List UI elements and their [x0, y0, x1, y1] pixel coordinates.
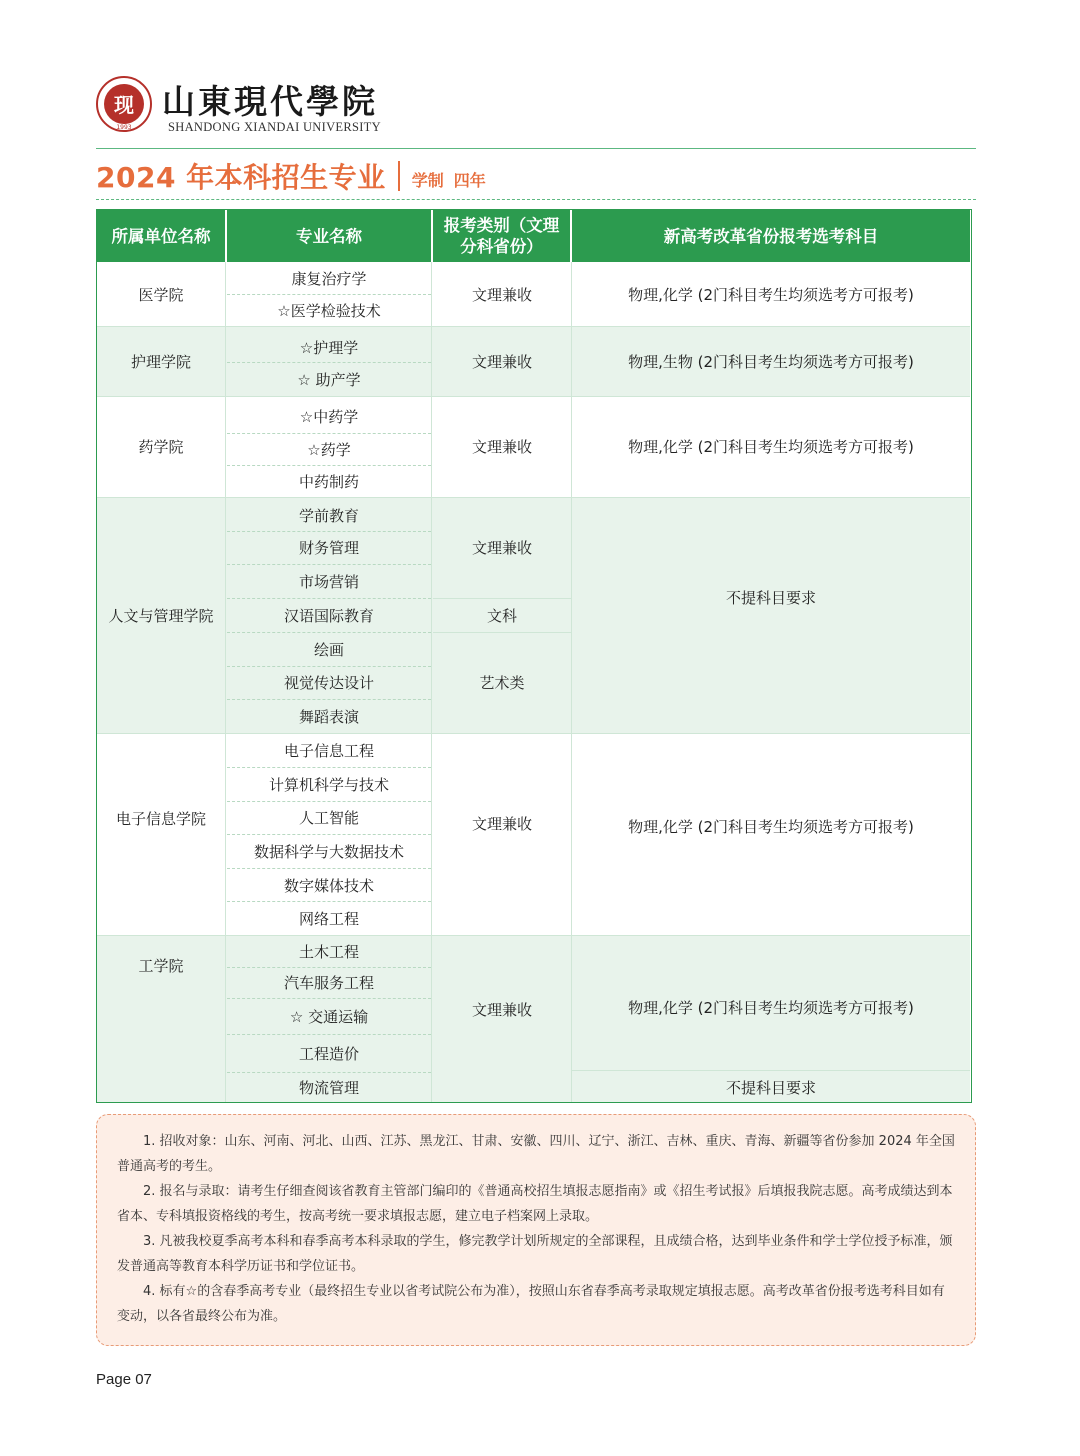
major-cell: ☆ 助产学	[297, 371, 361, 389]
major-cell: 计算机科学与技术	[268, 775, 389, 794]
major-cell: 中药制药	[298, 472, 359, 491]
major-cell: ☆医学检验技术	[277, 301, 381, 320]
subject-cell: 物理,生物 (2门科目考生均须选考方可报考)	[628, 352, 914, 371]
major-cell: 市场营销	[298, 572, 359, 591]
major-cell: ☆护理学	[299, 338, 359, 357]
major-cell: 数字媒体技术	[283, 876, 374, 895]
header-college: 所属单位名称	[97, 210, 225, 262]
major-cell: 绘画	[313, 640, 344, 659]
page-title: 2024 年本科招生专业	[96, 161, 386, 194]
header-subjects: 新高考改革省份报考选考科目	[572, 210, 970, 262]
university-name-cn: 山東現代學院	[162, 82, 378, 121]
subject-cell: 不提科目要求	[725, 589, 816, 607]
major-cell: 学前教育	[298, 506, 359, 525]
subject-cell: 不提科目要求	[725, 1078, 816, 1097]
major-cell: ☆ 交通运输	[289, 1007, 369, 1026]
major-cell: ☆中药学	[299, 408, 359, 426]
category-cell: 文理兼收	[471, 814, 532, 833]
subject-cell: 物理,化学 (2门科目考生均须选考方可报考)	[628, 817, 914, 836]
college-cell: 人文与管理学院	[108, 606, 214, 625]
seal-year: 1993	[116, 124, 132, 131]
page-title-row	[96, 156, 496, 196]
note-item: 4. 标有☆的含春季高考专业（最终招生专业以省考试院公布为准），按照山东省春季高考录取规定填报志愿。高考改革省份报考选考科目如有变动，以各省最终公布为准。	[117, 1284, 945, 1324]
header-divider	[96, 148, 976, 149]
major-cell: 土木工程	[298, 942, 359, 961]
major-cell: 视觉传达设计	[283, 674, 374, 692]
major-cell: ☆药学	[307, 440, 351, 459]
seal-mark: 现	[114, 93, 134, 117]
header-major: 专业名称	[227, 210, 431, 262]
category-cell: 文理兼收	[471, 352, 532, 371]
category-cell: 文理兼收	[471, 1000, 532, 1019]
category-cell: 文理兼收	[471, 285, 532, 304]
major-cell: 数据科学与大数据技术	[253, 842, 404, 861]
page-number: Page 07	[96, 1371, 152, 1388]
major-cell: 人工智能	[298, 809, 359, 827]
note-item: 3. 凡被我校夏季高考本科和春季高考本科录取的学生，修完教学计划所规定的全部课程，且成绩合格，达到毕业条件和学士学位授予标准，颁发普通高等教育本科学历证书和学位证书。	[117, 1234, 953, 1274]
subject-cell: 物理,化学 (2门科目考生均须选考方可报考)	[628, 999, 914, 1017]
col-sep	[431, 262, 432, 1102]
university-name-en: SHANDONG XIANDAI UNIVERSITY	[168, 120, 381, 134]
major-cell: 汽车服务工程	[283, 974, 374, 992]
majors-table	[96, 209, 972, 1103]
major-cell: 康复治疗学	[291, 269, 367, 288]
header-category: 报考类别（文理分科省份）	[433, 210, 570, 262]
major-cell: 工程造价	[298, 1044, 359, 1063]
subject-cell: 物理,化学 (2门科目考生均须选考方可报考)	[628, 285, 914, 304]
college-cell: 护理学院	[130, 352, 191, 371]
category-cell: 文理兼收	[471, 438, 532, 456]
college-cell: 工学院	[138, 956, 184, 975]
university-seal-icon	[96, 76, 152, 132]
note-item: 1. 招收对象：山东、河南、河北、山西、江苏、黑龙江、甘肃、安徽、四川、辽宁、浙江、吉林、重庆、青海、新疆等省份参加 2024 年全国普通高考的考生。	[117, 1134, 955, 1174]
major-cell: 汉语国际教育	[283, 606, 374, 625]
category-cell: 文理兼收	[471, 539, 532, 557]
admission-notes	[96, 1114, 976, 1346]
college-cell: 电子信息学院	[115, 809, 206, 828]
category-cell: 文科	[486, 606, 517, 625]
college-cell: 医学院	[138, 285, 184, 304]
major-cell: 物流管理	[298, 1078, 359, 1097]
major-cell: 电子信息工程	[283, 741, 374, 760]
duration-label: 学制	[411, 170, 444, 190]
major-cell: 网络工程	[298, 910, 359, 928]
university-logo	[96, 74, 396, 136]
col-sep	[225, 262, 226, 1102]
subject-cell: 物理,化学 (2门科目考生均须选考方可报考)	[628, 438, 914, 456]
program-duration	[412, 168, 496, 191]
major-cell: 财务管理	[298, 539, 359, 557]
major-cell: 舞蹈表演	[298, 707, 359, 726]
note-item: 2. 报名与录取：请考生仔细查阅该省教育主管部门编印的《普通高校招生填报志愿指南》或《招生考试报》后填报我院志愿。高考成绩达到本省本、专科填报资格线的考生，按高考统一要求填报志愿，建立电子档案网上录取。	[117, 1184, 953, 1224]
duration-value: 四年	[453, 170, 486, 190]
title-divider	[398, 161, 400, 191]
category-cell: 艺术类	[479, 674, 525, 692]
college-cell: 药学院	[138, 438, 184, 456]
title-divider-dashed	[96, 199, 976, 200]
